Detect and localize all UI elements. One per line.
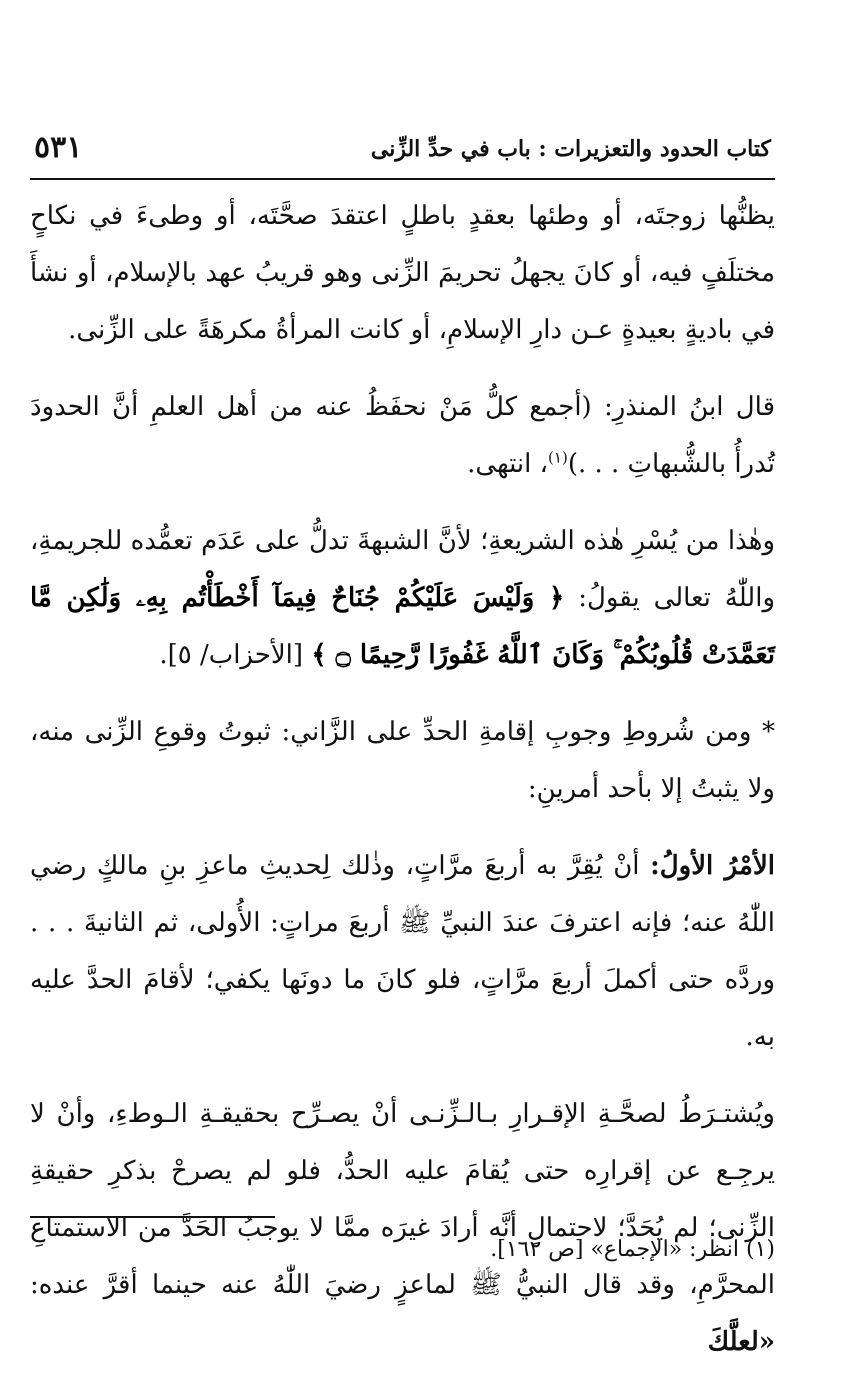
quote-end: ، انتهى. bbox=[467, 449, 549, 479]
page-header bbox=[30, 128, 775, 180]
page-number: ٥٣١ bbox=[34, 130, 83, 165]
footnote-divider bbox=[30, 1216, 275, 1218]
paragraph-4: * ومن شُروطِ وجوبِ إقامةِ الحدِّ على الزَّاني: ثبوتُ وقوعِ الزِّنى منه، ولا يثبتُ إلا بأحد أمرينِ: bbox=[30, 717, 775, 804]
paragraph-5 bbox=[30, 838, 775, 1066]
paragraph-6 bbox=[30, 1086, 775, 1371]
footnote: (١) انظر: «الإجماع» [ص ١٦٢]. bbox=[490, 1237, 775, 1262]
page bbox=[30, 128, 775, 1371]
paragraph-6-text: ويُشتـرَطُ لصحَّـةِ الإقـرارِ بـالـزِّنـى أنْ يصـرِّح بحقيقـةِ الـوطءِ، وأنْ لا يرجِـع عن إقرارِه حتى يُقامَ عليه الحدُّ، فلو لم يصرحْ بذكرِ حقيقةِ الزِّنى؛ لم يُحَدَّ؛ لاحتمالِ أنَّه أرادَ غيرَه ممَّا لا يوجبُ الحَدَّ من الاستمتاعِ المحرَّمِ، وقد قال النبيُّ ﷺ لماعزٍ رضيَ اللّٰهُ عنه حينما أقرَّ عنده: bbox=[30, 1099, 775, 1300]
footnote-ref: (١) bbox=[548, 448, 568, 467]
verse-reference: [الأحزاب/ ٥]. bbox=[159, 640, 304, 670]
first-matter-heading: الأمْرُ الأولُ: bbox=[650, 851, 776, 881]
paragraph-2 bbox=[30, 379, 775, 493]
running-head: كتاب الحدود والتعزيرات : باب في حدِّ الزِّنى bbox=[370, 136, 771, 162]
hadith-start: «لعلَّكَ bbox=[707, 1327, 775, 1357]
paragraph-1: يظنُّها زوجتَه، أو وطئها بعقدٍ باطلٍ اعتقدَ صحَّتَه، أو وطىءَ في نكاحٍ مختلَفٍ فيه، أو كانَ يجهلُ تحريمَ الزِّنى وهو قريبُ عهد بالإسلام، أو نشأَ في باديةٍ بعيدةٍ عـن دارِ الإسلامِ، أو كانت المرأةُ مكرهَةً على الزِّنى. bbox=[30, 201, 775, 345]
quran-verse: ﴿ وَلَيْسَ عَلَيْكُمْ جُنَاحٌ فِيمَآ أَخْطَأْتُم بِهِۦ وَلَٰكِن مَّا تَعَمَّدَتْ قُلُوبُكُمْ ۚ وَكَانَ ٱللَّهُ غَفُورًا رَّحِيمًا ۝ ﴾ bbox=[30, 583, 775, 670]
ibn-mundhir-quote: قال ابنُ المنذرِ: (أجمع كلُّ مَنْ نحفَظُ عنه من أهل العلمِ أنَّ الحدودَ تُدرأُ بالشُّبهاتِ . . .) bbox=[30, 392, 775, 479]
paragraph-3-text: وهٰذا من يُسْرِ هٰذه الشريعةِ؛ لأنَّ الشبهةَ تدلُّ على عَدَم تعمُّده للجريمةِ، واللّٰهُ تعالى يقولُ: bbox=[30, 526, 776, 613]
paragraph-3 bbox=[30, 513, 775, 684]
paragraph-5-text: أنْ يُقِرَّ به أربعَ مرَّاتٍ، وذٰلك لِحديثِ ماعزِ بنِ مالكٍ رضي اللّٰهُ عنه؛ فإنه اعترفَ عندَ النبيِّ ﷺ أربعَ مراتٍ: الأُولى، ثم الثانيةَ . . . وردَّه حتى أكملَ أربعَ مرَّاتٍ، فلو كانَ ما دونَها يكفي؛ لأقامَ الحدَّ عليه به. bbox=[30, 851, 775, 1052]
